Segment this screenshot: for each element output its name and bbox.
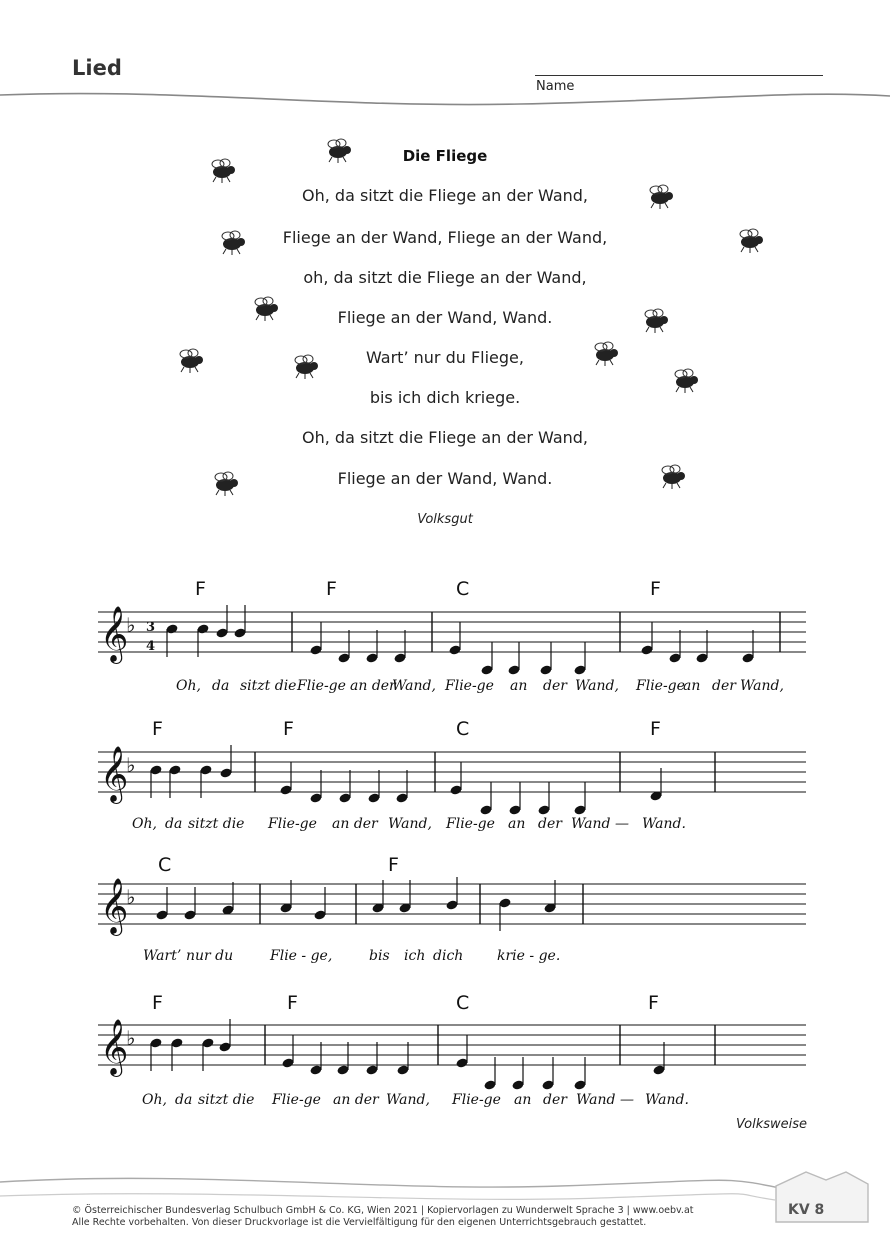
lyric-syllable: Wand —: [576, 1092, 634, 1108]
key-signature-flat: ♭: [126, 613, 136, 637]
chord-symbol: F: [152, 718, 163, 740]
verse-line: Oh, da sitzt die Fliege an der Wand,: [302, 428, 588, 447]
lyric-syllable: an: [514, 1092, 532, 1108]
lyric-syllable: Flie-ge: [446, 816, 495, 832]
lyric-syllable: Wand,: [392, 678, 436, 694]
verse-line: Fliege an der Wand, Wand.: [337, 308, 553, 327]
time-signature: 4: [146, 639, 156, 654]
chord-symbol: F: [650, 718, 661, 740]
lyric-syllable: da: [212, 678, 230, 694]
chord-symbol: F: [650, 578, 661, 600]
lyric-syllable: Wand,: [388, 816, 432, 832]
verse-line: Oh, da sitzt die Fliege an der Wand,: [302, 186, 588, 205]
lyric-syllable: Oh,: [176, 678, 201, 694]
song-title: Die Fliege: [402, 147, 488, 165]
lyric-syllable: da: [165, 816, 183, 832]
lyric-syllable: da: [175, 1092, 193, 1108]
lyric-syllable: Wart’: [143, 948, 182, 964]
lyric-syllable: Flie-ge: [272, 1092, 321, 1108]
chord-symbol: F: [152, 992, 163, 1014]
lyric-syllable: an der: [350, 678, 396, 694]
lyric-syllable: Oh,: [132, 816, 157, 832]
lyric-syllable: Wand,: [740, 678, 784, 694]
lyric-syllable: Flie-ge: [452, 1092, 501, 1108]
chord-symbol: F: [283, 718, 294, 740]
chord-symbol: C: [456, 992, 470, 1014]
verse-line: Fliege an der Wand, Fliege an der Wand,: [282, 228, 608, 247]
lyric-syllable: Oh,: [142, 1092, 167, 1108]
chord-symbol: C: [158, 854, 172, 876]
lyric-syllable: an der: [333, 1092, 379, 1108]
chord-symbol: F: [326, 578, 337, 600]
lyric-syllable: sitzt die: [198, 1092, 255, 1108]
key-signature-flat: ♭: [126, 753, 136, 777]
name-label: Name: [536, 79, 575, 94]
verse-line: Wart’ nur du Fliege,: [366, 348, 524, 367]
verse-line: oh, da sitzt die Fliege an der Wand,: [303, 268, 587, 287]
copyright-line: © Österreichischer Bundesverlag Schulbuch GmbH & Co. KG, Wien 2021 | Kopiervorlagen zu Wunderwelt Sprache 3 | www.oebv.at: [72, 1205, 694, 1216]
chord-symbol: F: [648, 992, 659, 1014]
lyric-syllable: Flie-ge: [445, 678, 494, 694]
lyric-syllable: Flie - ge,: [270, 948, 333, 964]
copyright-footer: [72, 1205, 694, 1229]
lyric-syllable: an: [508, 816, 526, 832]
lyric-syllable: Wand,: [386, 1092, 430, 1108]
lyric-syllable: der: [712, 678, 736, 694]
lyric-syllable: nur du: [186, 948, 234, 964]
lyric-syllable: Flie-ge: [297, 678, 346, 694]
lyric-syllable: Wand —: [571, 816, 629, 832]
lyric-syllable: Flie-ge: [268, 816, 317, 832]
lyric-syllable: an der: [332, 816, 378, 832]
lyric-syllable: krie - ge.: [497, 948, 561, 964]
page-code: KV 8: [788, 1202, 825, 1218]
key-signature-flat: ♭: [126, 885, 136, 909]
chord-symbol: F: [195, 578, 206, 600]
lyric-syllable: der: [543, 678, 567, 694]
lyric-syllable: Wand.: [645, 1092, 689, 1108]
melody-credit: Volksweise: [736, 1117, 808, 1132]
chord-symbol: F: [388, 854, 399, 876]
treble-clef: 𝄞: [100, 878, 129, 934]
chord-symbol: C: [456, 578, 470, 600]
time-signature: 3: [146, 620, 156, 635]
lyric-syllable: der: [543, 1092, 567, 1108]
lyric-syllable: der: [538, 816, 562, 832]
lyric-syllable: Wand.: [642, 816, 686, 832]
text-credit: Volksgut: [417, 512, 473, 527]
lyric-syllable: bis: [369, 948, 390, 964]
lyric-syllable: Flie-ge: [636, 678, 685, 694]
lyric-syllable: an: [510, 678, 528, 694]
lyric-syllable: an: [683, 678, 701, 694]
key-signature-flat: ♭: [126, 1026, 136, 1050]
chord-symbol: C: [456, 718, 470, 740]
treble-clef: 𝄞: [100, 1019, 129, 1075]
verse-line: Fliege an der Wand, Wand.: [337, 469, 553, 488]
treble-clef: 𝄞: [100, 606, 129, 662]
treble-clef: 𝄞: [100, 746, 129, 802]
verse-line: bis ich dich kriege.: [369, 388, 521, 407]
lyric-syllable: sitzt die: [188, 816, 245, 832]
lyric-syllable: ich: [404, 948, 426, 964]
lyric-syllable: sitzt die: [240, 678, 297, 694]
lyric-syllable: dich: [433, 948, 464, 964]
section-label: Lied: [72, 56, 122, 80]
rights-line: Alle Rechte vorbehalten. Von dieser Druckvorlage ist die Vervielfältigung für den eigenen Unterrichtsgebrauch gestattet.: [72, 1217, 647, 1228]
lyric-syllable: Wand,: [575, 678, 619, 694]
chord-symbol: F: [287, 992, 298, 1014]
